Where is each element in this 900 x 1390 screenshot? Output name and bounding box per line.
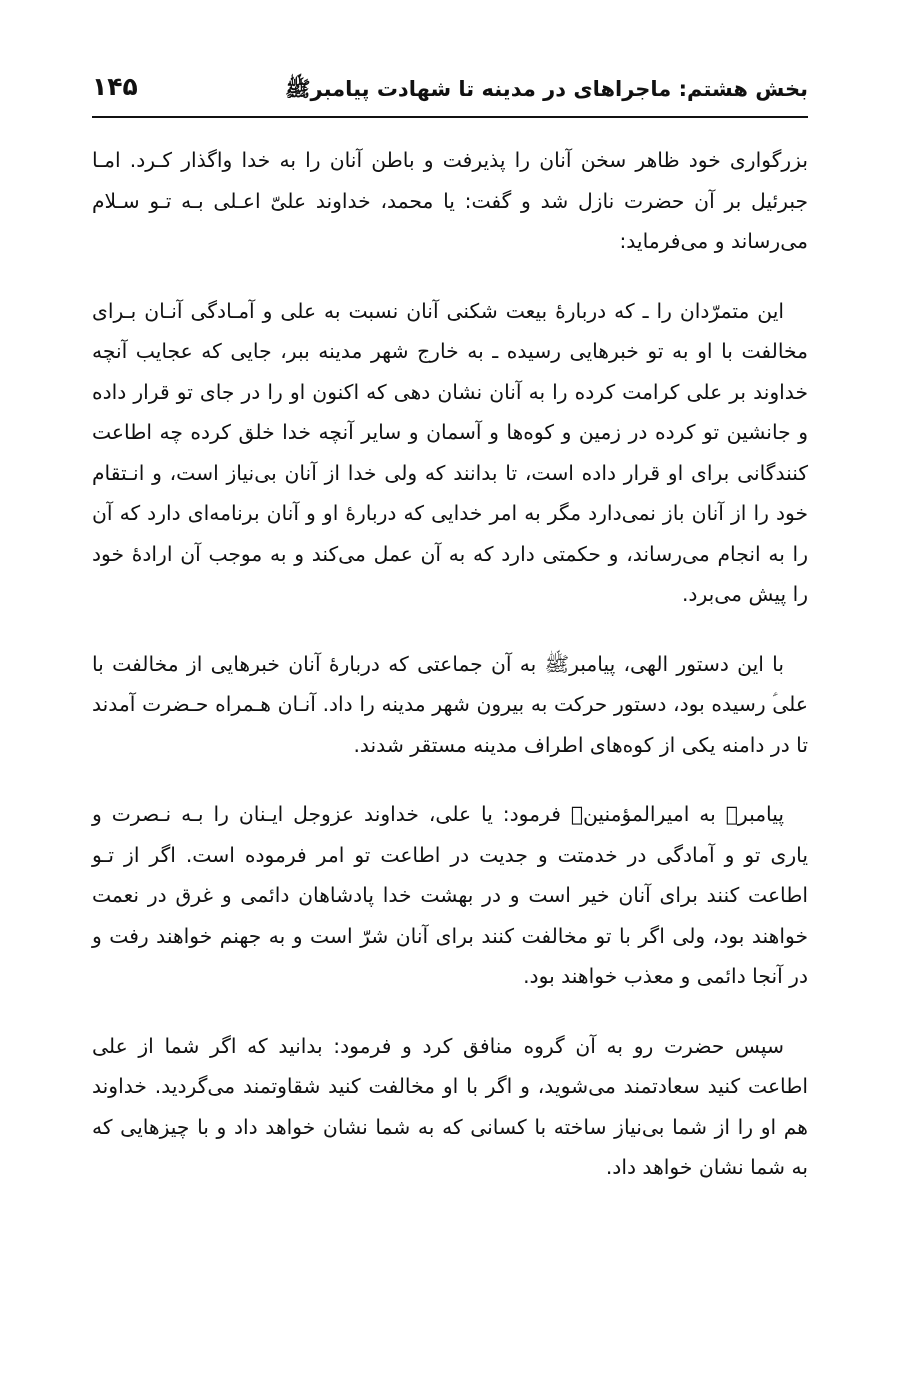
book-page xyxy=(92,0,808,1390)
running-header xyxy=(92,66,808,118)
paragraph-1: بزرگواری خود ظاهر سخن آنان را پذیرفت و باطن آنان را به خدا واگذار کـرد. امـا جبرئیل بر آن حضرت نازل شد و گفت: یا محمد، خداوند علیّ اعـلی بـه تـو سـلام می‌رساند و می‌فرماید: xyxy=(92,148,808,253)
chapter-title: بخش هشتم: ماجراهای در مدینه تا شهادت پیامبرﷺ xyxy=(285,77,808,101)
page-number: ۱۴۵ xyxy=(92,72,138,101)
paragraph-5: سپس حضرت رو به آن گروه منافق کرد و فرمود: بدانید که اگر شما از علی اطاعت کنید سعادتمند می‌شوید، و اگر با او مخالفت کنید شقاوتمند می‌گردید. خداوند هم او را از شما بی‌نیاز ساخته با کسانی که به شما نشان خواهد داد و با چیزهایی که به شما نشان خواهد داد. xyxy=(92,1033,808,1179)
paragraph-2: این متمرّدان را ـ که دربارۀ بیعت شکنی آنان نسبت به علی و آمـادگی آنـان بـرای مخالفت با او به تو خبرهایی رسیده ـ به خارج شهر مدینه ببر، جایی که عجایب آنچه خداوند بر علی کرامت کرده را به آنان نشان دهی که اکنون او را در جای تو قرار داده و جانشین تو کرده در زمین و کوه‌ها و آسمان و سایر آنچه خدا خلق کرده چه اطاعت کنندگانی برای او قرار داده است، تا بدانند که ولی خدا از آنان بی‌نیاز است، و انـتقام خود را از آنان باز نمی‌دارد مگر به امر خدایی که دربارۀ او و آنان برنامه‌ای دارد که آن را به انجام می‌رساند، و حکمتی دارد که به آن عمل می‌کند و به موجب آن ارادۀ خود را پیش می‌برد. xyxy=(92,298,808,606)
paragraph-3: با این دستور الهی، پیامبرﷺ به آن جماعتی که دربارۀ آنان خبرهایی از مخالفت با علی‌ؑ رسیده بود، دستور حرکت به بیرون شهر مدینه را داد. آنـان هـمراه حـضرت آمدند تا در دامنه یکی از کوه‌های اطراف مدینه مستقر شدند. xyxy=(92,651,808,757)
paragraph-4: پیامبرﷺ به امیرالمؤمنینؑ فرمود: یا علی، خداوند عزوجل ایـنان را بـه نـصرت و یاری تو و آمادگی در خدمتت و جدیت در اطاعت تو امر فرموده است. اگر از تـو اطاعت کنند برای آنان خیر است و در بهشت خدا پادشاهان دائمی و غرق در نعمت خواهند بود، ولی اگر با تو مخالفت کنند برای آنان شرّ است و به جهنم خواهند رفت و در آنجا دائمی و معذب خواهند بود. xyxy=(92,802,808,988)
body-text xyxy=(92,140,808,1217)
